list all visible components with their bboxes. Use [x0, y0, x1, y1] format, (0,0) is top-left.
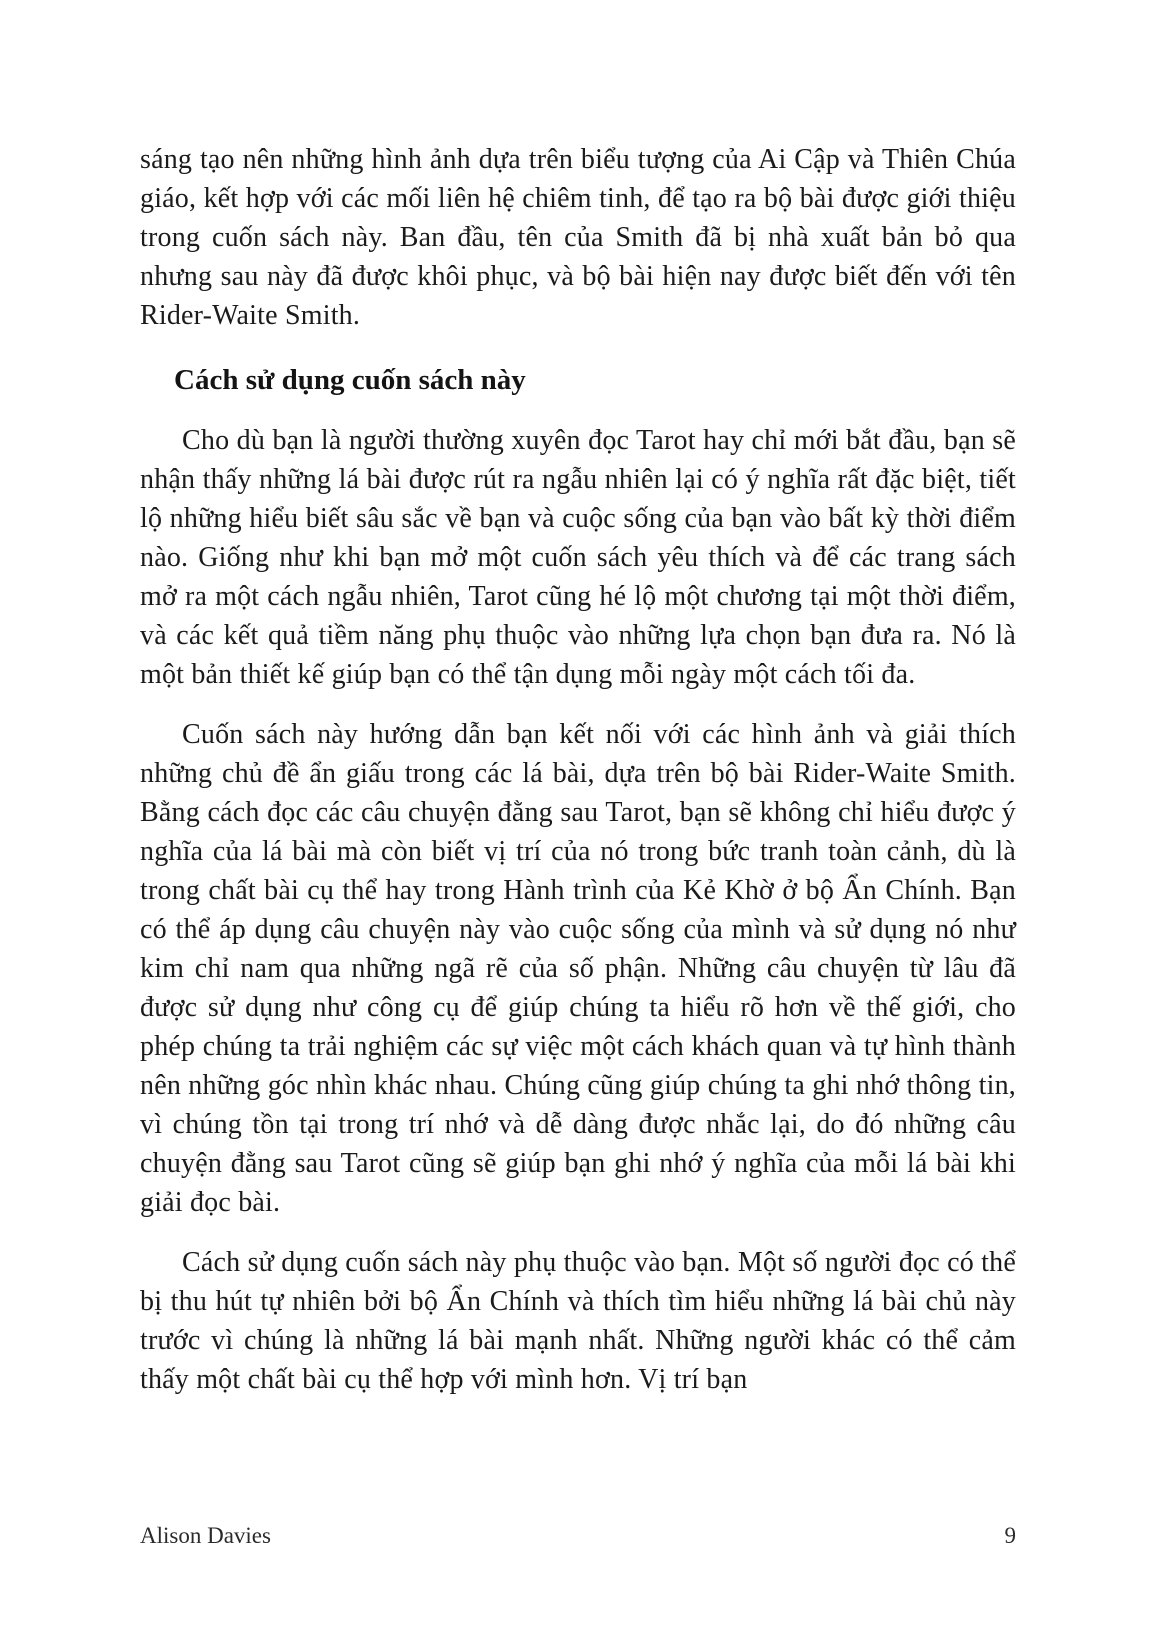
paragraph: Cách sử dụng cuốn sách này phụ thuộc vào bạn. Một số người đọc có thể bị thu hút tự nhiên bởi bộ Ẩn Chính và thích tìm hiểu những lá bài chủ này trước vì chúng là những lá bài mạnh nhất. Những người khác có thể cảm thấy một chất bài cụ thể hợp với mình hơn. Vị trí bạn: [140, 1247, 1016, 1395]
paragraph: Cuốn sách này hướng dẫn bạn kết nối với các hình ảnh và giải thích những chủ đề ẩn giấu trong các lá bài, dựa trên bộ bài Rider-Waite Smith. Bằng cách đọc các câu chuyện đằng sau Tarot, bạn sẽ không chỉ hiểu được ý nghĩa của lá bài mà còn biết vị trí của nó trong bức tranh toàn cảnh, dù là trong chất bài cụ thể hay trong Hành trình của Kẻ Khờ ở bộ Ẩn Chính. Bạn có thể áp dụng câu chuyện này vào cuộc sống của mình và sử dụng nó như kim chỉ nam qua những ngã rẽ của số phận. Những câu chuyện từ lâu đã được sử dụng như công cụ để giúp chúng ta hiểu rõ hơn về thế giới, cho phép chúng ta trải nghiệm các sự việc một cách khách quan và tự hình thành nên những góc nhìn khác nhau. Chúng cũng giúp chúng ta ghi nhớ thông tin, vì chúng tồn tại trong trí nhớ và dễ dàng được nhắc lại, do đó những câu chuyện đằng sau Tarot cũng sẽ giúp bạn ghi nhớ ý nghĩa của mỗi lá bài khi giải đọc bài.: [140, 719, 1016, 1218]
section-heading: Cách sử dụng cuốn sách này: [174, 364, 526, 396]
footer-author: Alison Davies: [140, 1523, 271, 1548]
paragraph: Cho dù bạn là người thường xuyên đọc Tarot hay chỉ mới bắt đầu, bạn sẽ nhận thấy những lá bài được rút ra ngẫu nhiên lại có ý nghĩa rất đặc biệt, tiết lộ những hiểu biết sâu sắc về bạn và cuộc sống của bạn vào bất kỳ thời điểm nào. Giống như khi bạn mở một cuốn sách yêu thích và để các trang sách mở ra một cách ngẫu nhiên, Tarot cũng hé lộ một chương tại một thời điểm, và các kết quả tiềm năng phụ thuộc vào những lựa chọn bạn đưa ra. Nó là một bản thiết kế giúp bạn có thể tận dụng mỗi ngày một cách tối đa.: [140, 425, 1016, 690]
footer-page-number: 9: [1004, 1523, 1016, 1548]
paragraph-continuation: sáng tạo nên những hình ảnh dựa trên biểu tượng của Ai Cập và Thiên Chúa giáo, kết hợp với các mối liên hệ chiêm tinh, để tạo ra bộ bài được giới thiệu trong cuốn sách này. Ban đầu, tên của Smith đã bị nhà xuất bản bỏ qua nhưng sau này đã được khôi phục, và bộ bài hiện nay được biết đến với tên Rider-Waite Smith.: [140, 144, 1016, 331]
page-footer: [140, 1522, 1016, 1550]
page-body: [140, 140, 1016, 1399]
